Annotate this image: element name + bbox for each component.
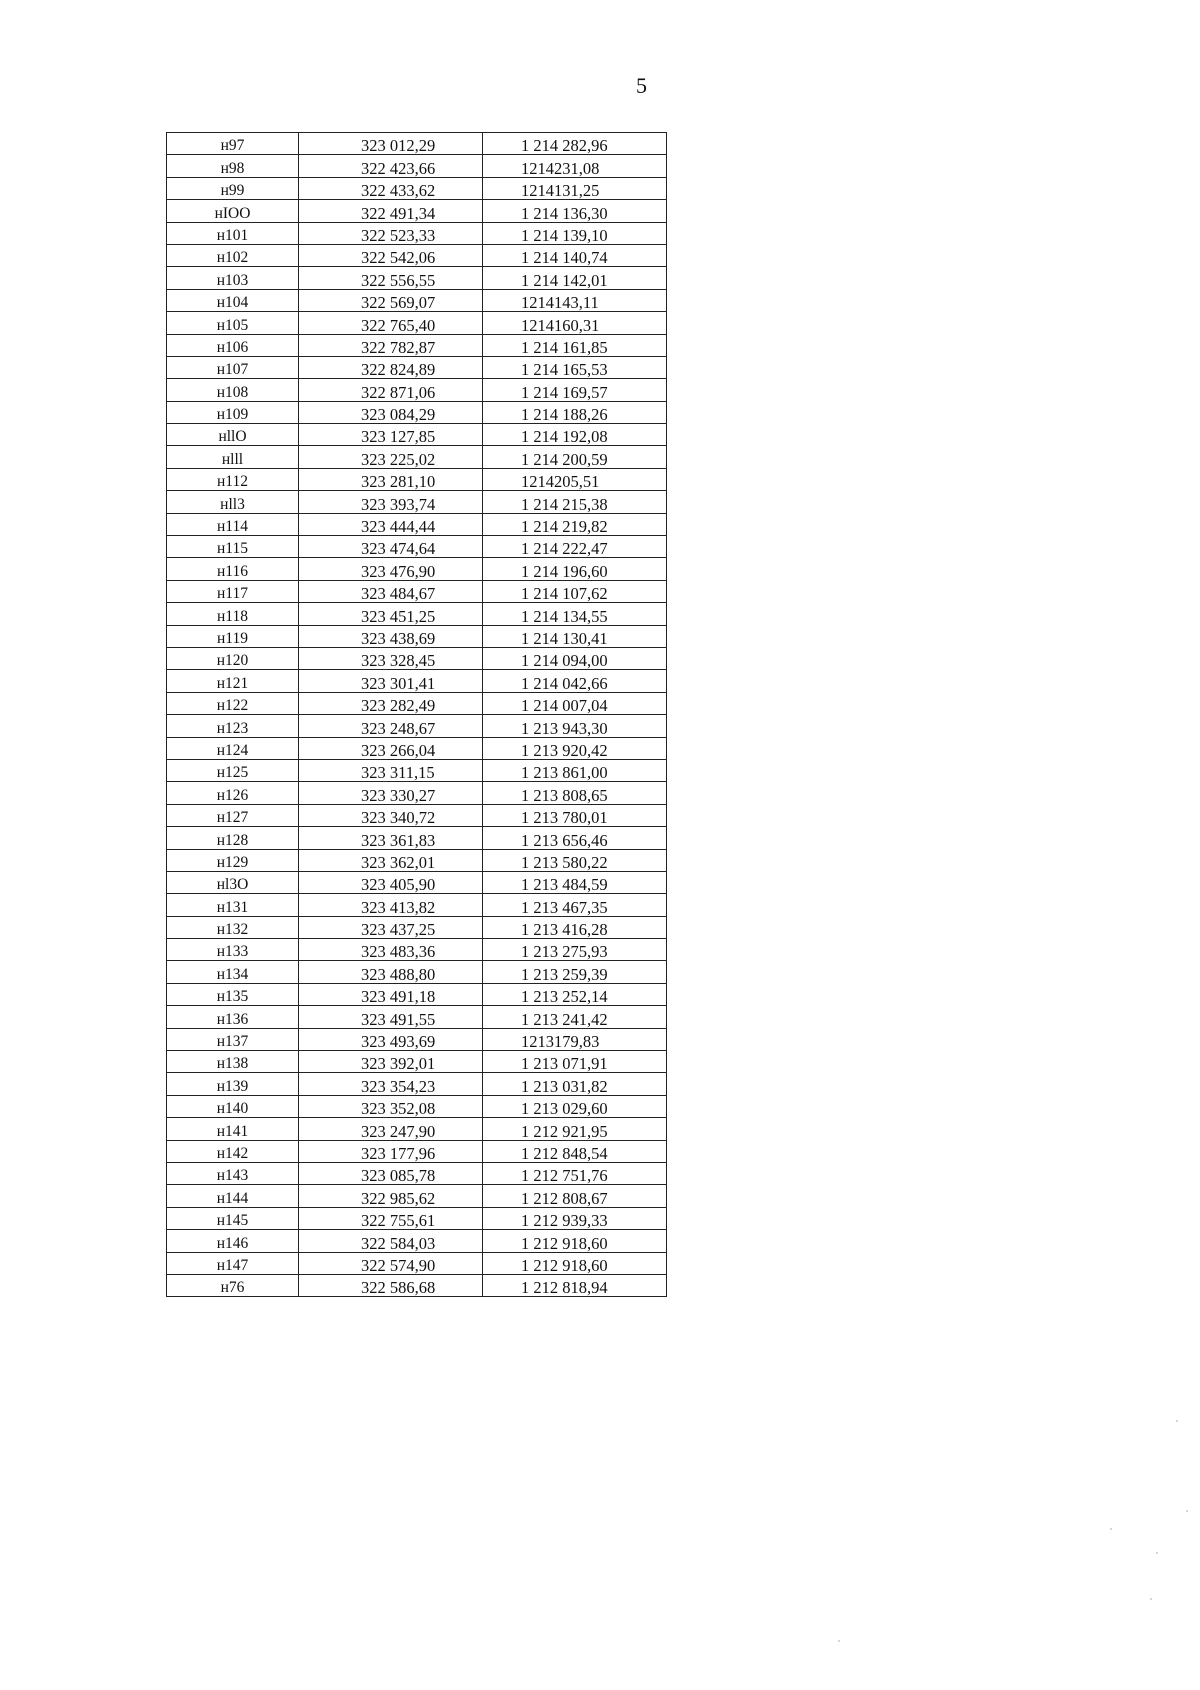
point-id-cell: н140	[167, 1095, 299, 1117]
y-coordinate-cell: 1 212 818,94	[483, 1274, 667, 1296]
point-id-cell: н147	[167, 1252, 299, 1274]
x-coordinate-cell: 323 488,80	[299, 961, 483, 983]
y-coordinate-cell: 1 213 259,39	[483, 961, 667, 983]
y-coordinate-cell: 1 213 943,30	[483, 715, 667, 737]
x-coordinate-cell: 323 301,41	[299, 670, 483, 692]
point-id-cell: н136	[167, 1006, 299, 1028]
point-id-cell: н116	[167, 558, 299, 580]
scan-speck	[1110, 1528, 1112, 1530]
y-coordinate-cell: 1 212 939,33	[483, 1207, 667, 1229]
x-coordinate-cell: 323 361,83	[299, 827, 483, 849]
point-id-cell: н122	[167, 692, 299, 714]
x-coordinate-cell: 323 248,67	[299, 715, 483, 737]
table-row	[167, 558, 667, 580]
y-coordinate-cell: 1 212 921,95	[483, 1118, 667, 1140]
x-coordinate-cell: 322 433,62	[299, 177, 483, 199]
x-coordinate-cell: 323 438,69	[299, 625, 483, 647]
x-coordinate-cell: 322 782,87	[299, 334, 483, 356]
point-id-cell: н97	[167, 133, 299, 155]
y-coordinate-cell: 1214131,25	[483, 177, 667, 199]
point-id-cell: н131	[167, 894, 299, 916]
table-row	[167, 1162, 667, 1184]
point-id-cell: н76	[167, 1274, 299, 1296]
table-row	[167, 401, 667, 423]
point-id-cell: н134	[167, 961, 299, 983]
x-coordinate-cell: 323 328,45	[299, 647, 483, 669]
point-id-cell: н106	[167, 334, 299, 356]
point-id-cell: н105	[167, 312, 299, 334]
table-row	[167, 133, 667, 155]
table-row	[167, 603, 667, 625]
y-coordinate-cell: 1 213 808,65	[483, 782, 667, 804]
point-id-cell: н118	[167, 603, 299, 625]
point-id-cell: н98	[167, 155, 299, 177]
table-row	[167, 200, 667, 222]
y-coordinate-cell: 1 214 136,30	[483, 200, 667, 222]
y-coordinate-cell: 1 214 188,26	[483, 401, 667, 423]
scan-speck	[1176, 1420, 1178, 1422]
y-coordinate-cell: 1 214 196,60	[483, 558, 667, 580]
point-id-cell: н115	[167, 536, 299, 558]
point-id-cell: н135	[167, 983, 299, 1005]
y-coordinate-cell: 1214231,08	[483, 155, 667, 177]
scan-speck	[838, 1640, 840, 1642]
x-coordinate-cell: 323 281,10	[299, 468, 483, 490]
table-row	[167, 894, 667, 916]
y-coordinate-cell: 1 213 580,22	[483, 849, 667, 871]
x-coordinate-cell: 323 127,85	[299, 424, 483, 446]
table-row	[167, 715, 667, 737]
point-id-cell: н145	[167, 1207, 299, 1229]
x-coordinate-cell: 323 491,55	[299, 1006, 483, 1028]
table-row	[167, 961, 667, 983]
point-id-cell: н133	[167, 939, 299, 961]
point-id-cell: н112	[167, 468, 299, 490]
y-coordinate-cell: 1 213 241,42	[483, 1006, 667, 1028]
y-coordinate-cell: 1 214 169,57	[483, 379, 667, 401]
table-row	[167, 1028, 667, 1050]
y-coordinate-cell: 1 214 142,01	[483, 267, 667, 289]
point-id-cell: н126	[167, 782, 299, 804]
y-coordinate-cell: 1 213 780,01	[483, 804, 667, 826]
x-coordinate-cell: 323 476,90	[299, 558, 483, 580]
y-coordinate-cell: 1 214 192,08	[483, 424, 667, 446]
table-row	[167, 670, 667, 692]
point-id-cell: н104	[167, 289, 299, 311]
point-id-cell: н119	[167, 625, 299, 647]
point-id-cell: н103	[167, 267, 299, 289]
x-coordinate-cell: 322 765,40	[299, 312, 483, 334]
point-id-cell: н107	[167, 356, 299, 378]
x-coordinate-cell: 323 085,78	[299, 1162, 483, 1184]
table-row	[167, 759, 667, 781]
point-id-cell: н132	[167, 916, 299, 938]
y-coordinate-cell: 1 214 042,66	[483, 670, 667, 692]
y-coordinate-cell: 1 214 219,82	[483, 513, 667, 535]
coordinates-table-body	[167, 133, 667, 1297]
table-row	[167, 871, 667, 893]
point-id-cell: н123	[167, 715, 299, 737]
x-coordinate-cell: 323 266,04	[299, 737, 483, 759]
x-coordinate-cell: 322 491,34	[299, 200, 483, 222]
x-coordinate-cell: 323 493,69	[299, 1028, 483, 1050]
x-coordinate-cell: 323 084,29	[299, 401, 483, 423]
y-coordinate-cell: 1 214 140,74	[483, 244, 667, 266]
y-coordinate-cell: 1214160,31	[483, 312, 667, 334]
y-coordinate-cell: 1 214 134,55	[483, 603, 667, 625]
y-coordinate-cell: 1 214 007,04	[483, 692, 667, 714]
y-coordinate-cell: 1213179,83	[483, 1028, 667, 1050]
y-coordinate-cell: 1 213 029,60	[483, 1095, 667, 1117]
x-coordinate-cell: 323 362,01	[299, 849, 483, 871]
table-row	[167, 356, 667, 378]
point-id-cell: н102	[167, 244, 299, 266]
table-row	[167, 155, 667, 177]
point-id-cell: н124	[167, 737, 299, 759]
x-coordinate-cell: 322 542,06	[299, 244, 483, 266]
point-id-cell: нIOO	[167, 200, 299, 222]
y-coordinate-cell: 1 212 848,54	[483, 1140, 667, 1162]
x-coordinate-cell: 323 354,23	[299, 1073, 483, 1095]
x-coordinate-cell: 322 423,66	[299, 155, 483, 177]
point-id-cell: н117	[167, 580, 299, 602]
x-coordinate-cell: 322 985,62	[299, 1185, 483, 1207]
y-coordinate-cell: 1 212 918,60	[483, 1252, 667, 1274]
x-coordinate-cell: 322 584,03	[299, 1230, 483, 1252]
table-row	[167, 827, 667, 849]
point-id-cell: нll3	[167, 491, 299, 513]
table-row	[167, 916, 667, 938]
table-row	[167, 1185, 667, 1207]
point-id-cell: н120	[167, 647, 299, 669]
page-number: 5	[636, 73, 647, 98]
x-coordinate-cell: 323 451,25	[299, 603, 483, 625]
x-coordinate-cell: 322 586,68	[299, 1274, 483, 1296]
x-coordinate-cell: 322 569,07	[299, 289, 483, 311]
point-id-cell: н109	[167, 401, 299, 423]
table-row	[167, 379, 667, 401]
x-coordinate-cell: 322 871,06	[299, 379, 483, 401]
x-coordinate-cell: 323 012,29	[299, 133, 483, 155]
table-row	[167, 424, 667, 446]
y-coordinate-cell: 1 213 031,82	[483, 1073, 667, 1095]
table-row	[167, 692, 667, 714]
scan-speck	[1150, 1598, 1152, 1600]
x-coordinate-cell: 323 393,74	[299, 491, 483, 513]
table-row	[167, 625, 667, 647]
point-id-cell: нlll	[167, 446, 299, 468]
table-row	[167, 1274, 667, 1296]
table-row	[167, 1073, 667, 1095]
x-coordinate-cell: 323 225,02	[299, 446, 483, 468]
point-id-cell: н141	[167, 1118, 299, 1140]
y-coordinate-cell: 1 214 107,62	[483, 580, 667, 602]
point-id-cell: н142	[167, 1140, 299, 1162]
x-coordinate-cell: 323 491,18	[299, 983, 483, 1005]
table-row	[167, 334, 667, 356]
table-row	[167, 1118, 667, 1140]
table-row	[167, 782, 667, 804]
x-coordinate-cell: 323 437,25	[299, 916, 483, 938]
table-row	[167, 647, 667, 669]
y-coordinate-cell: 1 213 416,28	[483, 916, 667, 938]
x-coordinate-cell: 323 484,67	[299, 580, 483, 602]
table-row	[167, 1051, 667, 1073]
x-coordinate-cell: 323 282,49	[299, 692, 483, 714]
y-coordinate-cell: 1214143,11	[483, 289, 667, 311]
x-coordinate-cell: 323 330,27	[299, 782, 483, 804]
x-coordinate-cell: 322 824,89	[299, 356, 483, 378]
table-row	[167, 1230, 667, 1252]
point-id-cell: н146	[167, 1230, 299, 1252]
x-coordinate-cell: 322 556,55	[299, 267, 483, 289]
table-row	[167, 491, 667, 513]
y-coordinate-cell: 1 212 918,60	[483, 1230, 667, 1252]
table-row	[167, 1006, 667, 1028]
y-coordinate-cell: 1 214 200,59	[483, 446, 667, 468]
coordinates-table	[166, 132, 667, 1297]
point-id-cell: н108	[167, 379, 299, 401]
point-id-cell: н138	[167, 1051, 299, 1073]
y-coordinate-cell: 1 214 215,38	[483, 491, 667, 513]
point-id-cell: н127	[167, 804, 299, 826]
x-coordinate-cell: 323 340,72	[299, 804, 483, 826]
table-row	[167, 849, 667, 871]
table-row	[167, 222, 667, 244]
x-coordinate-cell: 322 574,90	[299, 1252, 483, 1274]
x-coordinate-cell: 322 755,61	[299, 1207, 483, 1229]
x-coordinate-cell: 323 483,36	[299, 939, 483, 961]
table-row	[167, 1207, 667, 1229]
table-row	[167, 939, 667, 961]
point-id-cell: н129	[167, 849, 299, 871]
x-coordinate-cell: 323 413,82	[299, 894, 483, 916]
x-coordinate-cell: 323 405,90	[299, 871, 483, 893]
table-row	[167, 1095, 667, 1117]
point-id-cell: н121	[167, 670, 299, 692]
table-row	[167, 267, 667, 289]
y-coordinate-cell: 1 212 751,76	[483, 1162, 667, 1184]
point-id-cell: н144	[167, 1185, 299, 1207]
table-row	[167, 244, 667, 266]
x-coordinate-cell: 323 392,01	[299, 1051, 483, 1073]
table-row	[167, 580, 667, 602]
table-row	[167, 983, 667, 1005]
table-row	[167, 536, 667, 558]
point-id-cell: н139	[167, 1073, 299, 1095]
point-id-cell: н128	[167, 827, 299, 849]
y-coordinate-cell: 1 212 808,67	[483, 1185, 667, 1207]
point-id-cell: н114	[167, 513, 299, 535]
point-id-cell: нl3O	[167, 871, 299, 893]
table-row	[167, 177, 667, 199]
table-row	[167, 289, 667, 311]
x-coordinate-cell: 323 474,64	[299, 536, 483, 558]
y-coordinate-cell: 1 214 161,85	[483, 334, 667, 356]
y-coordinate-cell: 1 214 222,47	[483, 536, 667, 558]
table-row	[167, 1252, 667, 1274]
x-coordinate-cell: 323 311,15	[299, 759, 483, 781]
y-coordinate-cell: 1 214 094,00	[483, 647, 667, 669]
scan-speck	[1156, 1552, 1158, 1554]
point-id-cell: н143	[167, 1162, 299, 1184]
table-row	[167, 468, 667, 490]
y-coordinate-cell: 1 214 139,10	[483, 222, 667, 244]
y-coordinate-cell: 1 213 861,00	[483, 759, 667, 781]
scan-speck	[1186, 1510, 1188, 1512]
y-coordinate-cell: 1 214 165,53	[483, 356, 667, 378]
table-row	[167, 737, 667, 759]
y-coordinate-cell: 1214205,51	[483, 468, 667, 490]
y-coordinate-cell: 1 213 071,91	[483, 1051, 667, 1073]
table-row	[167, 1140, 667, 1162]
point-id-cell: н137	[167, 1028, 299, 1050]
table-row	[167, 513, 667, 535]
x-coordinate-cell: 323 444,44	[299, 513, 483, 535]
y-coordinate-cell: 1 213 656,46	[483, 827, 667, 849]
point-id-cell: н101	[167, 222, 299, 244]
y-coordinate-cell: 1 213 484,59	[483, 871, 667, 893]
y-coordinate-cell: 1 213 275,93	[483, 939, 667, 961]
point-id-cell: н99	[167, 177, 299, 199]
x-coordinate-cell: 322 523,33	[299, 222, 483, 244]
x-coordinate-cell: 323 177,96	[299, 1140, 483, 1162]
table-row	[167, 312, 667, 334]
y-coordinate-cell: 1 213 920,42	[483, 737, 667, 759]
y-coordinate-cell: 1 213 467,35	[483, 894, 667, 916]
point-id-cell: н125	[167, 759, 299, 781]
x-coordinate-cell: 323 352,08	[299, 1095, 483, 1117]
y-coordinate-cell: 1 214 282,96	[483, 133, 667, 155]
point-id-cell: нllO	[167, 424, 299, 446]
y-coordinate-cell: 1 213 252,14	[483, 983, 667, 1005]
table-row	[167, 446, 667, 468]
y-coordinate-cell: 1 214 130,41	[483, 625, 667, 647]
x-coordinate-cell: 323 247,90	[299, 1118, 483, 1140]
table-row	[167, 804, 667, 826]
